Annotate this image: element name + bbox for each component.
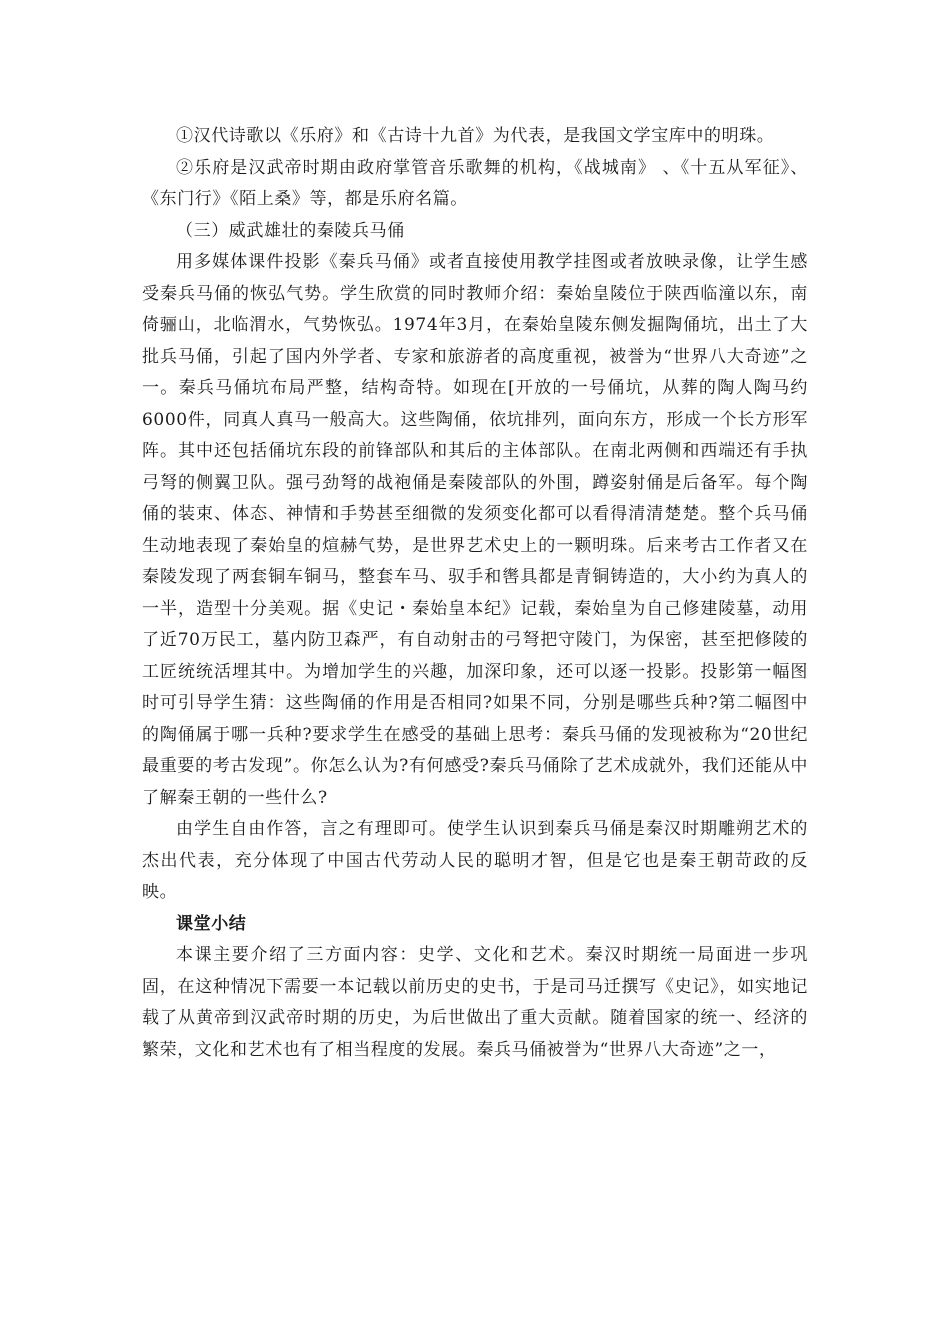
paragraph-summary: 本课主要介绍了三方面内容：史学、文化和艺术。秦汉时期统一局面进一步巩固，在这种情况下需要一本记载以前历史的史书，于是司马迁撰写《史记》，如实地记载了从黄帝到汉武帝时期的历史，为后世做出了重大贡献。随着国家的统一、经济的繁荣，文化和艺术也有了相当程度的发展。秦兵马俑被誉为“世界八大奇迹”之一， [142, 945, 808, 1060]
section-heading-summary: 课堂小结 [176, 913, 247, 934]
paragraph-yuefu: ②乐府是汉武帝时期由政府掌管音乐歌舞的机构，《战城南》 、《十五从军征》、《东门行》《陌上桑》等，都是乐府名篇。 [142, 157, 808, 209]
paragraph-student-answer: 由学生自由作答，言之有理即可。使学生认识到秦兵马俑是秦汉时期雕朔艺术的杰出代表，充分体现了中国古代劳动人民的聪明才智，但是它也是秦王朝苛政的反映。 [142, 819, 808, 902]
section-heading-terracotta: （三）威武雄壮的秦陵兵马俑 [176, 220, 405, 241]
paragraph-han-poetry: ①汉代诗歌以《乐府》和《古诗十九首》为代表，是我国文学宝库中的明珠。 [176, 126, 775, 146]
paragraph-terracotta-intro: 用多媒体课件投影《秦兵马俑》或者直接使用教学挂图或者放映录像，让学生感受秦兵马俑的恢弘气势。学生欣赏的同时教师介绍：秦始皇陵位于陕西临潼以东，南倚骊山，北临渭水，气势恢弘。1974年3月，在秦始皇陵东侧发掘陶俑坑，出土了大批兵马俑，引起了国内外学者、专家和旅游者的高度重视，被誉为“世界八大奇迹”之一。秦兵马俑坑布局严整，结构奇特。如现在[开放的一号俑坑，从葬的陶人陶马约6000件，同真人真马一般高大。这些陶俑，依坑排列，面向东方，形成一个长方形军阵。其中还包括俑坑东段的前锋部队和其后的主体部队。在南北两侧和西端还有手执弓弩的侧翼卫队。强弓劲弩的战袍俑是秦陵部队的外围，蹲姿射俑是后备军。每个陶俑的装束、体态、神情和手势甚至细微的发须变化都可以看得清清楚楚。整个兵马俑生动地表现了秦始皇的煊赫气势，是世界艺术史上的一颗明珠。后来考古工作者又在秦陵发现了两套铜车铜马，整套车马、驭手和辔具都是青铜铸造的，大小约为真人的一半，造型十分美观。据《史记・秦始皇本纪》记载，秦始皇为自己修建陵墓，动用了近70万民工，墓内防卫森严，有自动射击的弓弩把守陵门，为保密，甚至把修陵的工匠统统活埋其中。为增加学生的兴趣，加深印象，还可以逐一投影。投影第一幅图时可引导学生猜：这些陶俑的作用是否相同?如果不同，分别是哪些兵种?第二幅图中的陶俑属于哪一兵种?要求学生在感受的基础上思考：秦兵马俑的发现被称为“20世纪最重要的考古发现”。你怎么认为?有何感受?秦兵马俑除了艺术成就外，我们还能从中了解秦王朝的一些什么? [142, 252, 808, 808]
document-body [142, 121, 808, 1066]
